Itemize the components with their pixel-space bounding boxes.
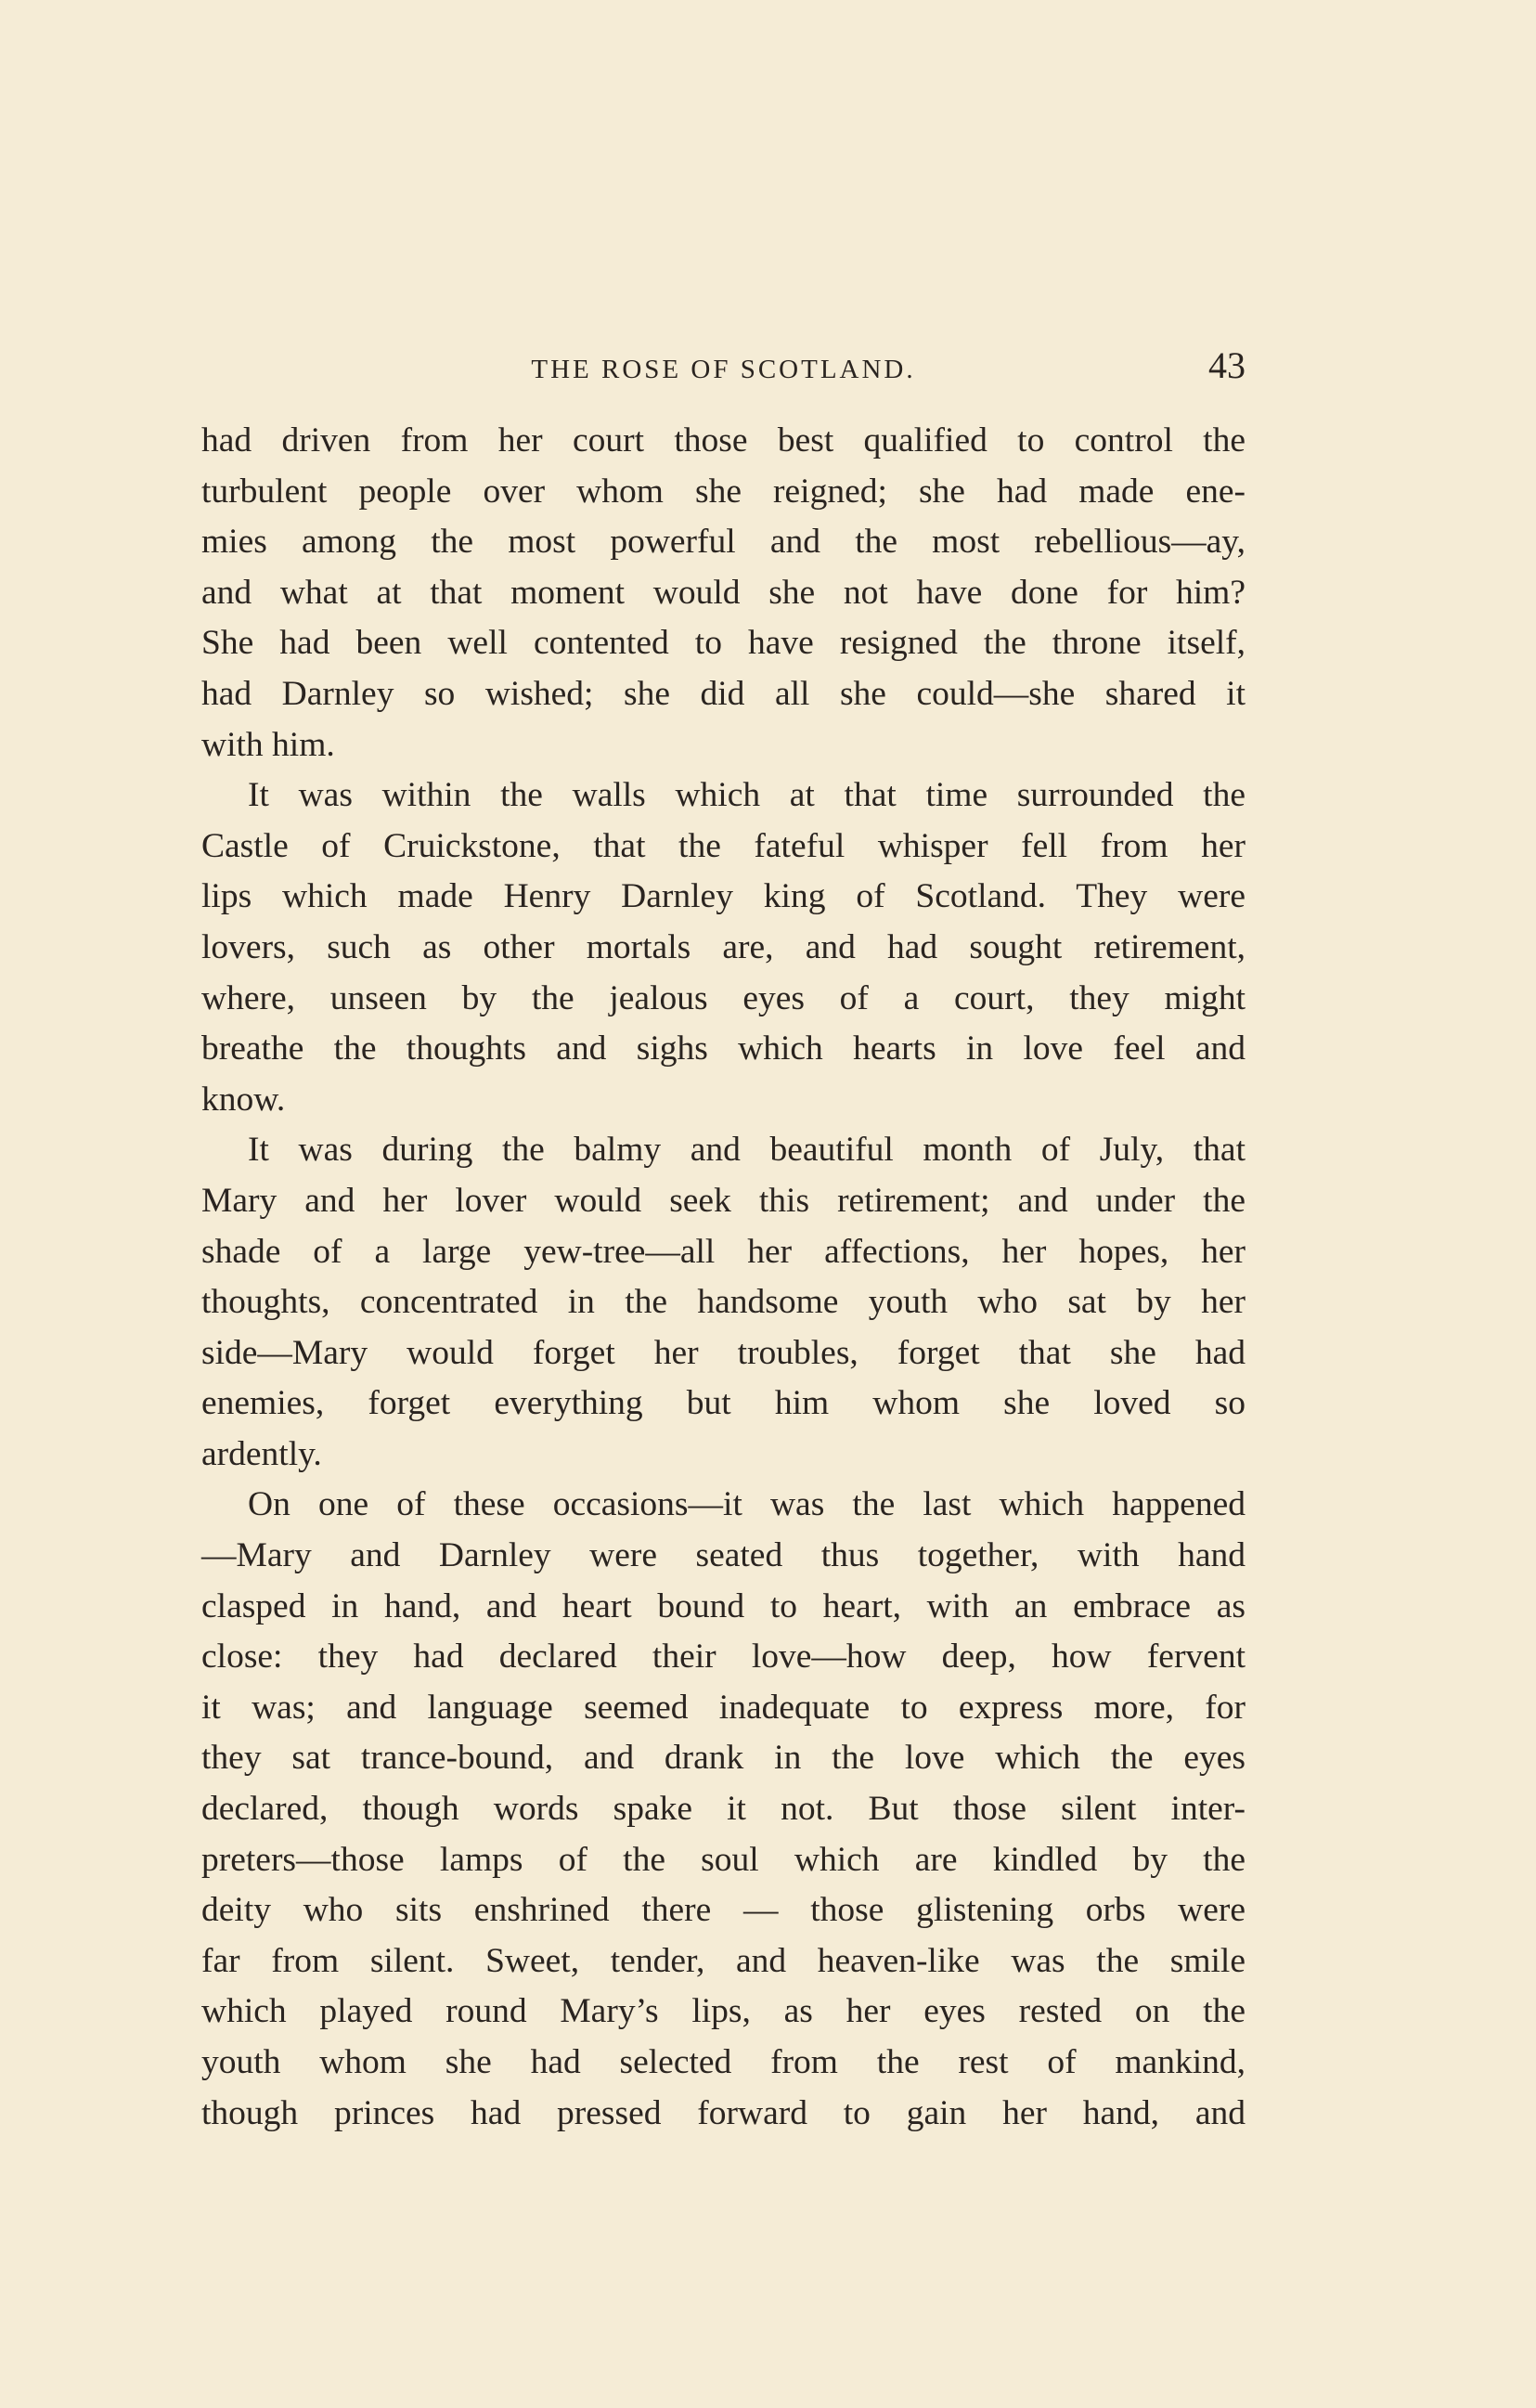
text-line: thoughts, concentrated in the handsome youth who sat by her <box>201 1283 1246 1322</box>
paragraph <box>201 1125 1246 1480</box>
text-line: with him. <box>201 725 335 764</box>
text-line: On one of these occasions—it was the last which happened <box>248 1485 1246 1524</box>
text-line: had Darnley so wished; she did all she could—she shared it <box>201 674 1246 713</box>
text-line: had driven from her court those best qualified to control the <box>201 421 1246 460</box>
text-line: far from silent. Sweet, tender, and heaven-like was the smile <box>201 1941 1246 1980</box>
text-line: clasped in hand, and heart bound to heart, with an embrace as <box>201 1586 1246 1625</box>
text-line: where, unseen by the jealous eyes of a court, they might <box>201 978 1246 1017</box>
text-line: which played round Mary’s lips, as her eyes rested on the <box>201 1992 1246 2031</box>
text-line: deity who sits enshrined there — those glistening orbs were <box>201 1891 1246 1930</box>
text-line: —Mary and Darnley were seated thus together, with hand <box>201 1536 1246 1575</box>
text-line: youth whom she had selected from the rest of mankind, <box>201 2043 1246 2081</box>
text-line: lips which made Henry Darnley king of Scotland. They were <box>201 877 1246 916</box>
text-line: breathe the thoughts and sighs which hearts in love feel and <box>201 1029 1246 1068</box>
text-line: though princes had pressed forward to gain her hand, and <box>201 2093 1246 2132</box>
text-line: close: they had declared their love—how deep, how fervent <box>201 1638 1246 1677</box>
text-line: turbulent people over whom she reigned; she had made ene- <box>201 472 1246 511</box>
text-line: mies among the most powerful and the most rebellious—ay, <box>201 523 1246 562</box>
paragraph <box>201 416 1246 770</box>
text-line: it was; and language seemed inadequate to express more, for <box>201 1688 1246 1727</box>
text-line: side—Mary would forget her troubles, forget that she had <box>201 1333 1246 1372</box>
text-line: they sat trance-bound, and drank in the love which the eyes <box>201 1739 1246 1778</box>
text-line: preters—those lamps of the soul which are kindled by the <box>201 1840 1246 1879</box>
running-head <box>201 343 1246 399</box>
page-number: 43 <box>1208 344 1246 386</box>
text-line: ardently. <box>201 1434 322 1473</box>
text-line: She had been well contented to have resigned the throne itself, <box>201 624 1246 663</box>
text-line: know. <box>201 1080 286 1119</box>
paragraph <box>201 770 1246 1125</box>
text-line: It was during the balmy and beautiful month of July, that <box>248 1131 1246 1170</box>
text-line: Castle of Cruickstone, that the fateful whisper fell from her <box>201 826 1246 865</box>
text-line: It was within the walls which at that time surrounded the <box>248 776 1246 815</box>
text-line: lovers, such as other mortals are, and had sought retirement, <box>201 927 1246 966</box>
text-line: enemies, forget everything but him whom she loved so <box>201 1384 1246 1423</box>
text-line: and what at that moment would she not have done for him? <box>201 573 1246 612</box>
text-line: declared, though words spake it not. But those silent inter- <box>201 1790 1246 1829</box>
text-line: Mary and her lover would seek this retirement; and under the <box>201 1181 1246 1220</box>
running-title: THE ROSE OF SCOTLAND. <box>531 355 916 384</box>
body-text <box>201 416 1246 2139</box>
text-line: shade of a large yew-tree—all her affections, her hopes, her <box>201 1232 1246 1271</box>
paragraph <box>201 1480 1246 2139</box>
